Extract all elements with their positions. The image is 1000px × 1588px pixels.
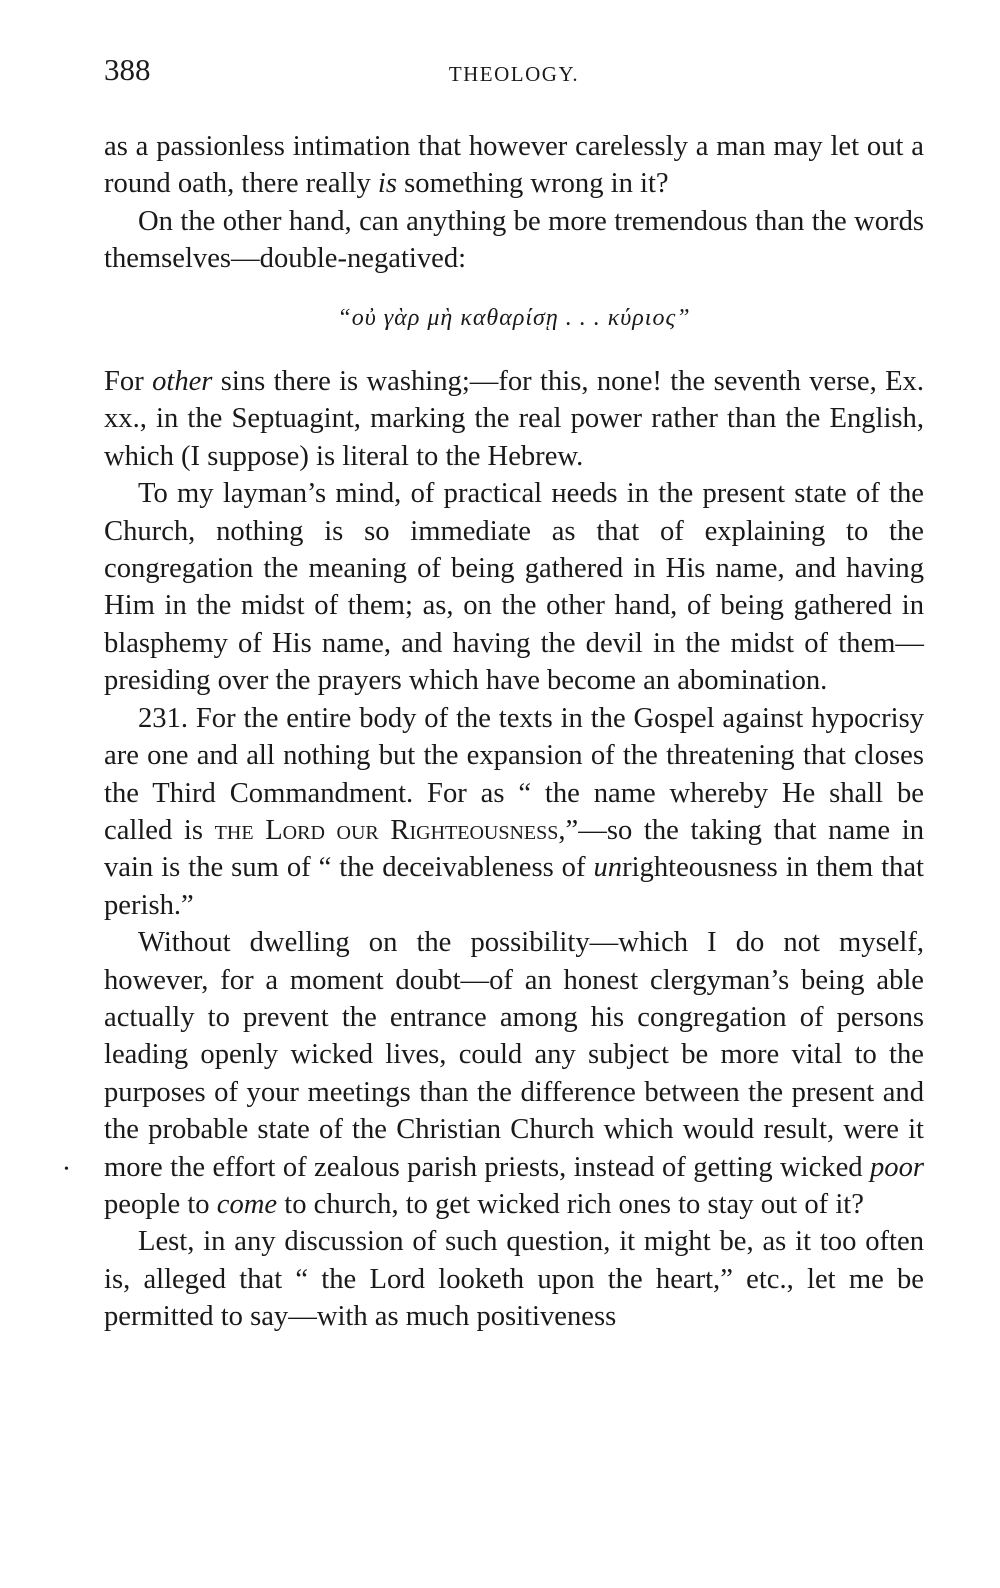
- p6-text-b: people to: [104, 1188, 217, 1220]
- page-number: 388: [104, 52, 151, 87]
- body-text: [104, 128, 924, 1336]
- greek-quote: “οὐ γὰρ μὴ καθαρίσῃ . . . κύριος”: [337, 304, 691, 331]
- paragraph-1: [104, 128, 924, 203]
- p1-text: as a passionless intimation that however carelessly a man may let out a round oath, there really: [104, 131, 924, 200]
- p5-text-b: ,”—so the taking that name in vain is the sum of “ the deceivableness of: [104, 814, 924, 884]
- p5-small-caps: the Lord our Righteousness: [214, 814, 559, 846]
- running-head: THEOLOGY.: [448, 62, 580, 86]
- paragraph-4: To my layman’s mind, of practical ʜeeds in the present state of the Church, nothing is so immediate as that of explaining to the congregation the meaning of being gathered in His name, and having Him in the midst of them; as, on the other hand, of being gathered in blasphemy of His name, and having the devil in the midst of them—presiding over the prayers which have become an abomination.: [104, 478, 924, 697]
- p5-text-c: righteousness in them that perish.”: [104, 852, 924, 921]
- p1-tail: something wrong in it?: [397, 168, 669, 200]
- p6-text-c: to church, to get wicked rich ones to stay out of it?: [277, 1188, 864, 1220]
- paragraph-6: [104, 924, 924, 1223]
- p6-text-a: Without dwelling on the possibility—which I do not myself, however, for a moment doubt—of an honest clergyman’s being able actually to prevent the entrance among his congregation of persons leading openly wicked lives, could any subject be more vital to the purposes of your meetings than the difference between the present and the probable state of the Christian Church which would result, were it more the effort of zealous parish priests, instead of getting wicked: [104, 927, 924, 1183]
- p6-emphasis-poor: poor: [869, 1151, 924, 1183]
- p1-emphasis: is: [377, 168, 397, 200]
- paragraph-7: Lest, in any discussion of such question, it might be, as it too often is, alleged that “ the Lord looketh upon the heart,” etc., let me be permitted to say—with as much positiveness: [104, 1226, 924, 1333]
- p5-emphasis: un: [593, 852, 623, 884]
- paragraph-3: [104, 363, 924, 475]
- paragraph-5-section-231: [104, 700, 924, 924]
- p5-text-a: 231. For the entire body of the texts in the Gospel against hypocrisy are one and all nothing but the expansion of the threatening that closes the Third Commandment. For as “ the name whereby He shall be called is: [104, 702, 924, 846]
- paragraph-2: On the other hand, can anything be more tremendous than the words themselves—double-negatived:: [104, 205, 924, 275]
- p3-emphasis: other: [152, 366, 213, 398]
- p3-lead: For: [104, 366, 153, 398]
- page-header: [104, 52, 924, 92]
- margin-mark: •: [64, 1162, 69, 1177]
- p3-text: sins there is washing;—for this, none! the seventh verse, Ex. xx., in the Septuagint, marking the real power rather than the English, which (I suppose) is literal to the Hebrew.: [104, 366, 924, 472]
- p6-emphasis-come: come: [216, 1188, 278, 1220]
